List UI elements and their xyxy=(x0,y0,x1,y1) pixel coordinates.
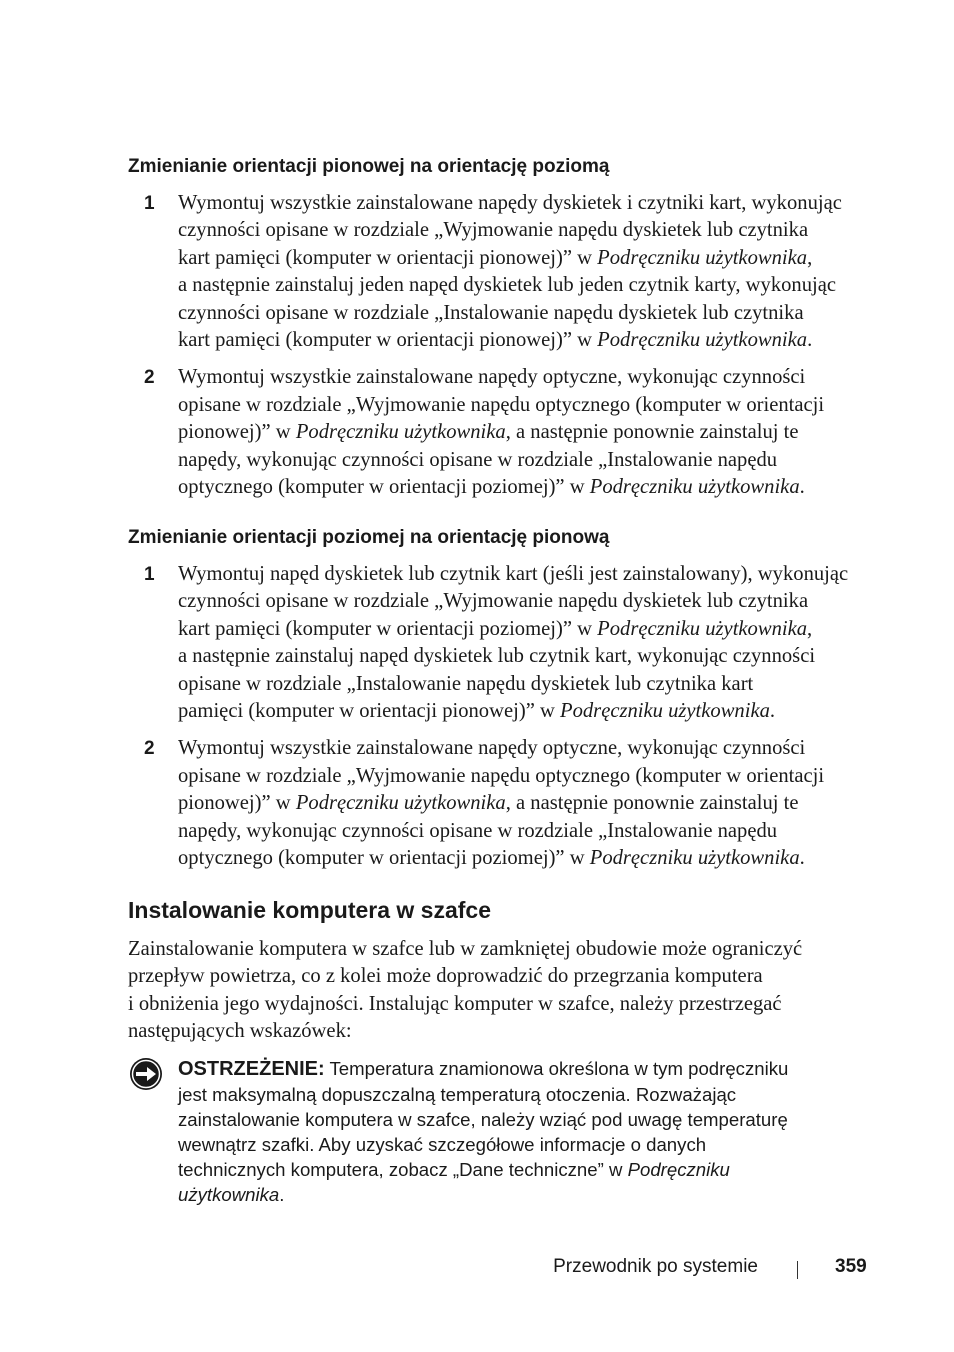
step-text: Wymontuj wszystkie zainstalowane napędy dyskietek i czytniki kart, wykonując czynności opisane w rozdziale „Wyjmowanie napędu dyskietek lub czytnika kart pamięci (komputer w orientacji pionowej)” w Podręczniku użytkownika, a następnie zainstaluj jeden napęd dyskietek lub jeden czytnik karty, wykonując czynności opisane w rozdziale „Instalowanie napędu dyskietek lub czytnika kart pamięci (komputer w orientacji pionowej)” w Podręczniku użytkownika. xyxy=(178,192,842,352)
warning-notice xyxy=(128,1056,868,1207)
notice-label: OSTRZEŻENIE: xyxy=(178,1058,325,1080)
steps-list-portrait-to-landscape xyxy=(128,190,858,511)
step-number: 1 xyxy=(144,564,155,585)
cabinet-intro-paragraph: Zainstalowanie komputera w szafce lub w zamkniętej obudowie może ograniczyć przepływ powietrza, co z kolei może doprowadzić do przegrzania komputera i obniżenia jego wydajności. Instalując komputer w szafce, należy przestrzegać następujących wskazówek: xyxy=(128,938,803,1043)
section-heading-landscape-to-portrait: Zmienianie orientacji poziomej na orientację pionową xyxy=(128,527,610,548)
manual-reference: Podręczniku użytkownika xyxy=(178,1159,730,1205)
section-heading-cabinet-install: Instalowanie komputera w szafce xyxy=(128,897,492,923)
manual-reference: Podręczniku użytkownika xyxy=(295,421,506,444)
footer-divider xyxy=(797,1261,798,1279)
manual-reference: Podręczniku użytkownika xyxy=(295,792,506,815)
list-item xyxy=(128,561,858,725)
footer-title: Przewodnik po systemie xyxy=(553,1256,758,1277)
page-footer xyxy=(0,1256,954,1286)
section-heading-portrait-to-landscape: Zmienianie orientacji pionowej na orientację poziomą xyxy=(128,156,610,177)
manual-reference: Podręczniku użytkownika xyxy=(589,847,800,870)
notice-icon xyxy=(128,1056,164,1092)
manual-reference: Podręczniku użytkownika xyxy=(560,700,770,723)
step-number: 2 xyxy=(144,367,155,389)
step-text: Wymontuj napęd dyskietek lub czytnik kart (jeśli jest zainstalowany), wykonując czynności opisane w rozdziale „Wyjmowanie napędu dyskietek lub czytnika kart pamięci (komputer w orientacji poziomej)” w Podręczniku użytkownika, a następnie zainstaluj napęd dyskietek lub czytnik kart, wykonując czynności opisane w rozdziale „Instalowanie napędu dyskietek lub czytnika kart pamięci (komputer w orientacji pionowej)” w Podręczniku użytkownika. xyxy=(178,563,849,723)
page-number: 359 xyxy=(835,1256,867,1277)
notice-body: OSTRZEŻENIE: Temperatura znamionowa określona w tym podręczniku jest maksymalną dopuszczalną temperaturą otoczenia. Rozważając zainstalowanie komputera w szafce, należy wziąć pod uwagę temperaturę wewnątrz szafki. Aby uzyskać szczegółowe informacje o danych technicznych komputera, zobacz „Dane techniczne” w Podręczniku użytkownika. xyxy=(178,1058,789,1205)
step-text: Wymontuj wszystkie zainstalowane napędy optyczne, wykonując czynności opisane w rozdziale „Wyjmowanie napędu optycznego (komputer w orientacji pionowej)” w Podręczniku użytkownika, a następnie ponownie zainstaluj te napędy, wykonując czynności opisane w rozdziale „Instalowanie napędu optycznego (komputer w orientacji poziomej)” w Podręczniku użytkownika. xyxy=(178,366,825,499)
list-item xyxy=(128,735,858,872)
step-number: 2 xyxy=(144,738,155,760)
step-text: Wymontuj wszystkie zainstalowane napędy optyczne, wykonując czynności opisane w rozdziale „Wyjmowanie napędu optycznego (komputer w orientacji pionowej)” w Podręczniku użytkownika, a następnie ponownie zainstaluj te napędy, wykonując czynności opisane w rozdziale „Instalowanie napędu optycznego (komputer w orientacji poziomej)” w Podręczniku użytkownika. xyxy=(178,737,825,870)
manual-reference: Podręczniku użytkownika xyxy=(597,617,808,640)
manual-reference: Podręczniku użytkownika xyxy=(597,246,808,269)
manual-reference: Podręczniku użytkownika xyxy=(589,476,800,499)
list-item xyxy=(128,190,858,354)
steps-list-landscape-to-portrait xyxy=(128,561,858,882)
list-item xyxy=(128,364,858,501)
manual-reference: Podręczniku użytkownika xyxy=(597,329,808,352)
step-number: 1 xyxy=(144,193,155,214)
